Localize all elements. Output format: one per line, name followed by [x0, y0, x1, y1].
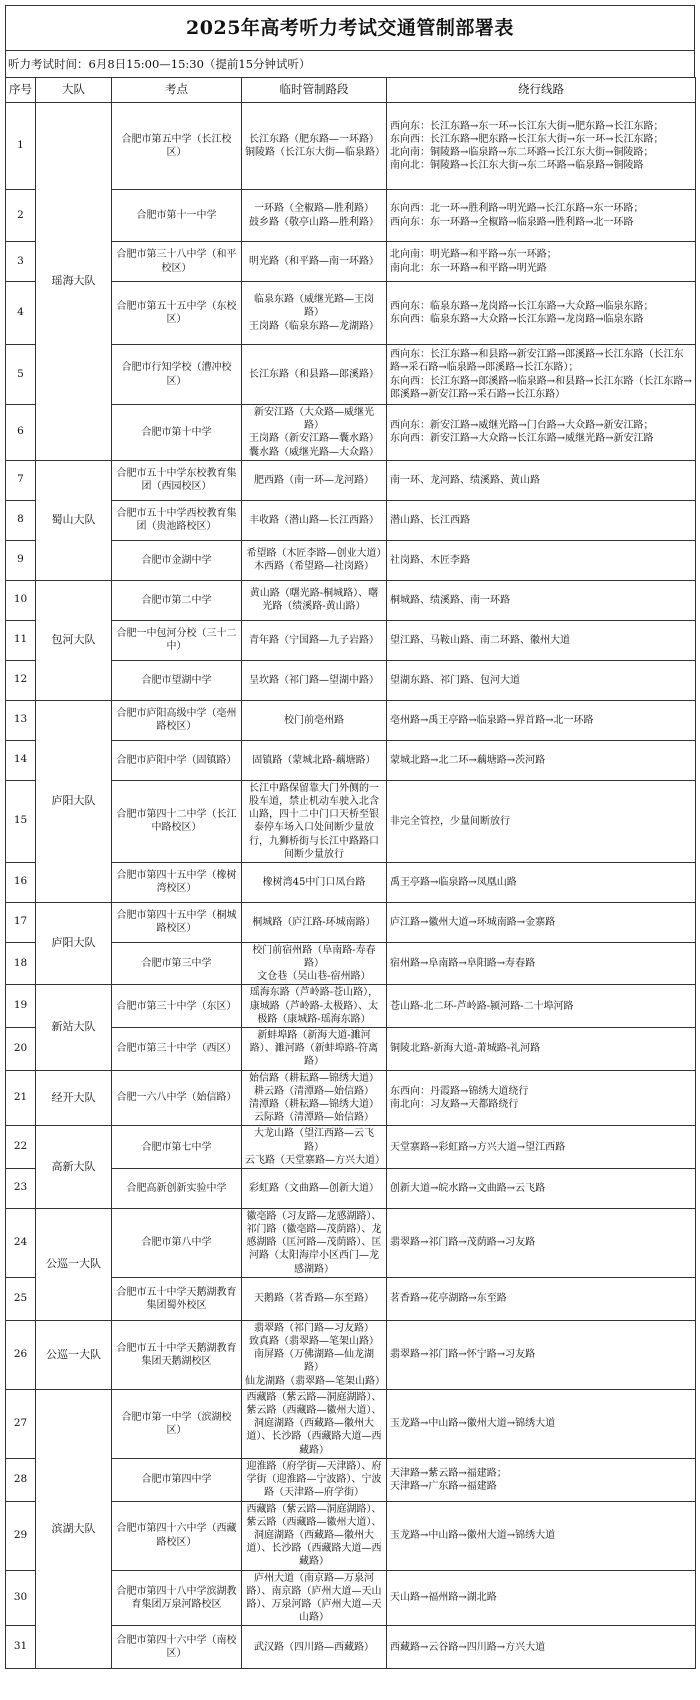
control-section: 一环路（全椒路—胜利路） 鼓乡路（敬亭山路—胜利路）: [242, 190, 387, 242]
brigade-cell: 瑶海大队: [36, 103, 112, 461]
table-row: [6, 580, 696, 620]
control-section: 彩虹路（文曲路—创新大道）: [242, 1168, 387, 1208]
exam-site: 合肥市第四十五中学（橡树湾校区）: [112, 862, 242, 902]
exam-site: 合肥市望湖中学: [112, 660, 242, 700]
control-section: 大龙山路（望江西路—云飞路） 云飞路（天堂寨路—方兴大道）: [242, 1126, 387, 1169]
detour-route: 西向东：新安江路→威继光路→门台路→大众路→新安江路； 东向西：新安江路→大众路→长江东路→威继光路→新安江路: [387, 405, 696, 461]
detour-route: 翡翠路→祁门路→茂荫路→习友路: [387, 1208, 696, 1277]
detour-route: 南一环、龙河路、绩溪路、黄山路: [387, 460, 696, 500]
header-team: 大队: [36, 78, 112, 103]
exam-site: 合肥市金湖中学: [112, 540, 242, 580]
exam-site: 合肥市第十中学: [112, 405, 242, 461]
row-number: 21: [6, 1070, 36, 1126]
detour-route: 亳州路→禹王亭路→临泉路→界首路→北一环路: [387, 700, 696, 740]
row-number: 11: [6, 620, 36, 660]
table-header-row: [6, 78, 696, 103]
exam-site: 合肥市第五十五中学（东校区）: [112, 282, 242, 345]
control-section: 武汉路（四川路—西藏路）: [242, 1626, 387, 1669]
table-row: [6, 902, 696, 942]
exam-site: 合肥一中包河分校（三十二中）: [112, 620, 242, 660]
detour-route: 天津路→紫云路→福建路； 天津路→广东路→福建路: [387, 1458, 696, 1501]
detour-route: 天山路→福州路→湖北路: [387, 1570, 696, 1626]
brigade-cell: 庐阳大队: [36, 902, 112, 985]
exam-site: 合肥市第七中学: [112, 1126, 242, 1169]
control-section: 长江东路（和县路—郎溪路）: [242, 345, 387, 405]
detour-route: 西向东：长江东路→东一环→长江东大街→肥东路→长江东路； 东向西：长江东路→肥东路→长江东大街→东一环→长江东路； 北向南：铜陵路→临泉路→东二环路→长江东大街→铜陵路； 南向北：铜陵路→长江东大街→东二环路→临泉路→铜陵路: [387, 103, 696, 190]
brigade-cell: 公巡一大队: [36, 1320, 112, 1389]
detour-route: 桐城路、绩溪路、南一环路: [387, 580, 696, 620]
row-number: 13: [6, 700, 36, 740]
row-number: 8: [6, 500, 36, 540]
detour-route: 社岗路、木匠李路: [387, 540, 696, 580]
control-section: 校门前宿州路（阜南路-寿春路） 文仓巷（吴山巷-宿州路）: [242, 942, 387, 985]
exam-site: 合肥市五十中学天鹅湖教育集团蜀外校区: [112, 1277, 242, 1320]
table-row: [6, 1208, 696, 1277]
control-section: 庐州大道（南京路—万泉河路）、南京路（庐州大道—天山路）、万泉河路（庐州大道—天山路）: [242, 1570, 387, 1626]
exam-site: 合肥市第八中学: [112, 1208, 242, 1277]
brigade-cell: 包河大队: [36, 580, 112, 700]
row-number: 19: [6, 985, 36, 1028]
table-row: [6, 700, 696, 740]
exam-site: 合肥市行知学校（漕冲校区）: [112, 345, 242, 405]
table-row: [6, 1126, 696, 1169]
detour-route: 天堂寨路→彩虹路→方兴大道→望江西路: [387, 1126, 696, 1169]
exam-site: 合肥市第三十中学（西区）: [112, 1028, 242, 1071]
detour-route: 东向西：北一环→胜利路→明光路→长江东路→东一环路； 西向东：东一环路→全椒路→临泉路→胜利路→北一环路: [387, 190, 696, 242]
exam-site: 合肥市第四中学: [112, 1458, 242, 1501]
exam-site: 合肥市五十中学西校教育集团（贵池路校区）: [112, 500, 242, 540]
table-row: [6, 103, 696, 190]
table-row: [6, 1070, 696, 1126]
control-section: 长江中路保留靠大门外侧的一股车道，禁止机动车驶入北含山路，四十二中门口天桥至银泰停车场入口处间断少量放行，九狮桥街与长江中路路口间断少量放行: [242, 780, 387, 862]
control-section: 丰收路（潜山路—长江西路）: [242, 500, 387, 540]
exam-site: 合肥市第四十六中学（南校区）: [112, 1626, 242, 1669]
exam-site: 合肥市第四十二中学（长江中路校区）: [112, 780, 242, 862]
control-section: 徽亳路（习友路—龙感湖路）、祁门路（徽亳路—茂荫路）、龙感湖路（匡河路—茂荫路）、匡河路（太阳海岸小区西门—龙感湖路）: [242, 1208, 387, 1277]
detour-route: 望江路、马鞍山路、南二环路、徽州大道: [387, 620, 696, 660]
exam-site: 合肥市第三十八中学（和平校区）: [112, 242, 242, 282]
traffic-control-document: [5, 5, 695, 1669]
row-number: 28: [6, 1458, 36, 1501]
table-row: [6, 1320, 696, 1389]
control-section: 瑶海东路（芦岭路-苍山路），康城路（芦岭路-太极路）、太极路（康城路-瑶海东路）: [242, 985, 387, 1028]
header-route: 绕行线路: [387, 78, 696, 103]
row-number: 25: [6, 1277, 36, 1320]
control-section: 迎淮路（府学街—天津路）、府学街（迎淮路—宁波路）、宁波路（天津路—府学街）: [242, 1458, 387, 1501]
control-section: 希望路（木匠李路—创业大道）木西路（希望路—社岗路）: [242, 540, 387, 580]
header-section: 临时管制路段: [242, 78, 387, 103]
row-number: 12: [6, 660, 36, 700]
control-section: 校门前亳州路: [242, 700, 387, 740]
control-section: 长江东路（肥东路—一环路） 铜陵路（长江东大街—临泉路）: [242, 103, 387, 190]
row-number: 29: [6, 1501, 36, 1570]
detour-route: 铜陵北路-新海大道-萧城路-礼河路: [387, 1028, 696, 1071]
table-row: [6, 460, 696, 500]
control-section: 西藏路（紫云路—洞庭湖路）、紫云路（西藏路—徽州大道）、洞庭湖路（西藏路—徽州大道）、长沙路（西藏路大道—西藏路）: [242, 1501, 387, 1570]
brigade-cell: 高新大队: [36, 1126, 112, 1209]
brigade-cell: 公巡一大队: [36, 1208, 112, 1320]
control-section: 始信路（耕耘路—锦绣大道） 耕云路（清潭路—始信路） 清潭路（耕耘路—锦绣大道） 云际路（清潭路—始信路）: [242, 1070, 387, 1126]
exam-site: 合肥市第四十六中学（西藏路校区）: [112, 1501, 242, 1570]
row-number: 18: [6, 942, 36, 985]
row-number: 16: [6, 862, 36, 902]
exam-site: 合肥市第四十八中学滨湖教育集团万泉河路校区: [112, 1570, 242, 1626]
document-title: 2025年高考听力考试交通管制部署表: [5, 5, 695, 50]
brigade-cell: 蜀山大队: [36, 460, 112, 580]
control-section: 西藏路（紫云路—洞庭湖路）、紫云路（西藏路—徽州大道）、洞庭湖路（西藏路—徽州大道）、长沙路（西藏路大道—西藏路）: [242, 1389, 387, 1458]
exam-site: 合肥市五十中学天鹅湖教育集团天鹅湖校区: [112, 1320, 242, 1389]
control-section: 黄山路（曙光路-桐城路）、曙光路（绩溪路-黄山路）: [242, 580, 387, 620]
detour-route: 创新大道→皖水路→文曲路→云飞路: [387, 1168, 696, 1208]
exam-site: 合肥市第四十五中学（桐城路校区）: [112, 902, 242, 942]
control-section: 新安江路（大众路—威继光路） 王岗路（新安江路—囊水路） 囊水路（威继光路—大众路）: [242, 405, 387, 461]
control-section: 呈坎路（祁门路—望湖中路）: [242, 660, 387, 700]
row-number: 23: [6, 1168, 36, 1208]
control-section: 新蚌埠路（新海大道-濉河路）、濉河路（新蚌埠路-符离路）: [242, 1028, 387, 1071]
exam-site: 合肥一六八中学（始信路）: [112, 1070, 242, 1126]
detour-route: 翡翠路→祁门路→怀宁路→习友路: [387, 1320, 696, 1389]
row-number: 3: [6, 242, 36, 282]
exam-site: 合肥市五十中学东校教育集团（西园校区）: [112, 460, 242, 500]
detour-route: 宿州路→阜南路→阜阳路→寿春路: [387, 942, 696, 985]
control-section: 肥西路（南一环—龙河路）: [242, 460, 387, 500]
control-section: 青年路（宁国路—九子岩路）: [242, 620, 387, 660]
row-number: 9: [6, 540, 36, 580]
row-number: 26: [6, 1320, 36, 1389]
row-number: 24: [6, 1208, 36, 1277]
detour-route: 玉龙路→中山路→徽州大道→锦绣大道: [387, 1389, 696, 1458]
detour-route: 非完全管控，少量间断放行: [387, 780, 696, 862]
row-number: 4: [6, 282, 36, 345]
exam-site: 合肥市第三十中学（东区）: [112, 985, 242, 1028]
table-row: [6, 1389, 696, 1458]
exam-site: 合肥市第五中学（长江校区）: [112, 103, 242, 190]
row-number: 20: [6, 1028, 36, 1071]
detour-route: 蒙城北路→北二环→藕塘路→茨河路: [387, 740, 696, 780]
brigade-cell: 新站大队: [36, 985, 112, 1070]
detour-route: 庐江路→徽州大道→环城南路→金寨路: [387, 902, 696, 942]
table-row: [6, 985, 696, 1028]
table-body: [6, 103, 696, 1669]
detour-route: 茗香路→花亭湖路→东至路: [387, 1277, 696, 1320]
control-section: 桐城路（庐江路-环城南路）: [242, 902, 387, 942]
row-number: 31: [6, 1626, 36, 1669]
row-number: 15: [6, 780, 36, 862]
control-section: 翡翠路（祁门路—习友路） 致真路（翡翠路—笔架山路） 南屏路（万佛湖路—仙龙湖路） 仙龙湖路（翡翠路—笔架山路）: [242, 1320, 387, 1389]
detour-route: 北向南：明光路→和平路→东一环路； 南向北：东一环路→和平路→明光路: [387, 242, 696, 282]
exam-time-note: 听力考试时间：6月8日15:00—15:30（提前15分钟试听）: [5, 50, 695, 77]
traffic-control-table: [5, 77, 696, 1669]
row-number: 5: [6, 345, 36, 405]
row-number: 2: [6, 190, 36, 242]
detour-route: 东西向：丹霞路→锦绣大道绕行 南北向：习友路→天都路绕行: [387, 1070, 696, 1126]
exam-site: 合肥高新创新实验中学: [112, 1168, 242, 1208]
detour-route: 潜山路、长江西路: [387, 500, 696, 540]
detour-route: 西藏路→云谷路→四川路→方兴大道: [387, 1626, 696, 1669]
row-number: 27: [6, 1389, 36, 1458]
exam-site: 合肥市第二中学: [112, 580, 242, 620]
brigade-cell: 经开大队: [36, 1070, 112, 1126]
row-number: 22: [6, 1126, 36, 1169]
exam-site: 合肥市第十一中学: [112, 190, 242, 242]
detour-route: 苍山路-北二环-芦岭路-颍河路-二十埠河路: [387, 985, 696, 1028]
control-section: 天鹅路（茗香路—东至路）: [242, 1277, 387, 1320]
detour-route: 西向东：临泉东路→龙岗路→长江东路→大众路→临泉东路； 东向西：临泉东路→大众路→长江东路→龙岗路→临泉东路: [387, 282, 696, 345]
exam-site: 合肥市庐阳中学（固镇路）: [112, 740, 242, 780]
control-section: 固镇路（蒙城北路-藕塘路）: [242, 740, 387, 780]
control-section: 明光路（和平路—南一环路）: [242, 242, 387, 282]
brigade-cell: 滨湖大队: [36, 1389, 112, 1669]
detour-route: 禹王亭路→临泉路→凤凰山路: [387, 862, 696, 902]
brigade-cell: 庐阳大队: [36, 700, 112, 902]
row-number: 17: [6, 902, 36, 942]
control-section: 临泉东路（威继光路—王岗路） 王岗路（临泉东路—龙湖路）: [242, 282, 387, 345]
row-number: 1: [6, 103, 36, 190]
exam-site: 合肥市第一中学（滨湖校区）: [112, 1389, 242, 1458]
row-number: 6: [6, 405, 36, 461]
row-number: 14: [6, 740, 36, 780]
detour-route: 玉龙路→中山路→徽州大道→锦绣大道: [387, 1501, 696, 1570]
detour-route: 望湖东路、祁门路、包河大道: [387, 660, 696, 700]
header-seq: 序号: [6, 78, 36, 103]
exam-site: 合肥市庐阳高级中学（亳州路校区）: [112, 700, 242, 740]
exam-site: 合肥市第三中学: [112, 942, 242, 985]
control-section: 橡树湾45中门口凤台路: [242, 862, 387, 902]
header-site: 考点: [112, 78, 242, 103]
row-number: 7: [6, 460, 36, 500]
row-number: 30: [6, 1570, 36, 1626]
row-number: 10: [6, 580, 36, 620]
detour-route: 西向东：长江东路→和县路→新安江路→郎溪路→长江东路（长江东路→采石路→临泉路→郎溪路→长江东路）； 东向西：长江东路→郎溪路→临泉路→和县路→长江东路（长江东路→郎溪路→新安江路→采石路→长江东路）: [387, 345, 696, 405]
